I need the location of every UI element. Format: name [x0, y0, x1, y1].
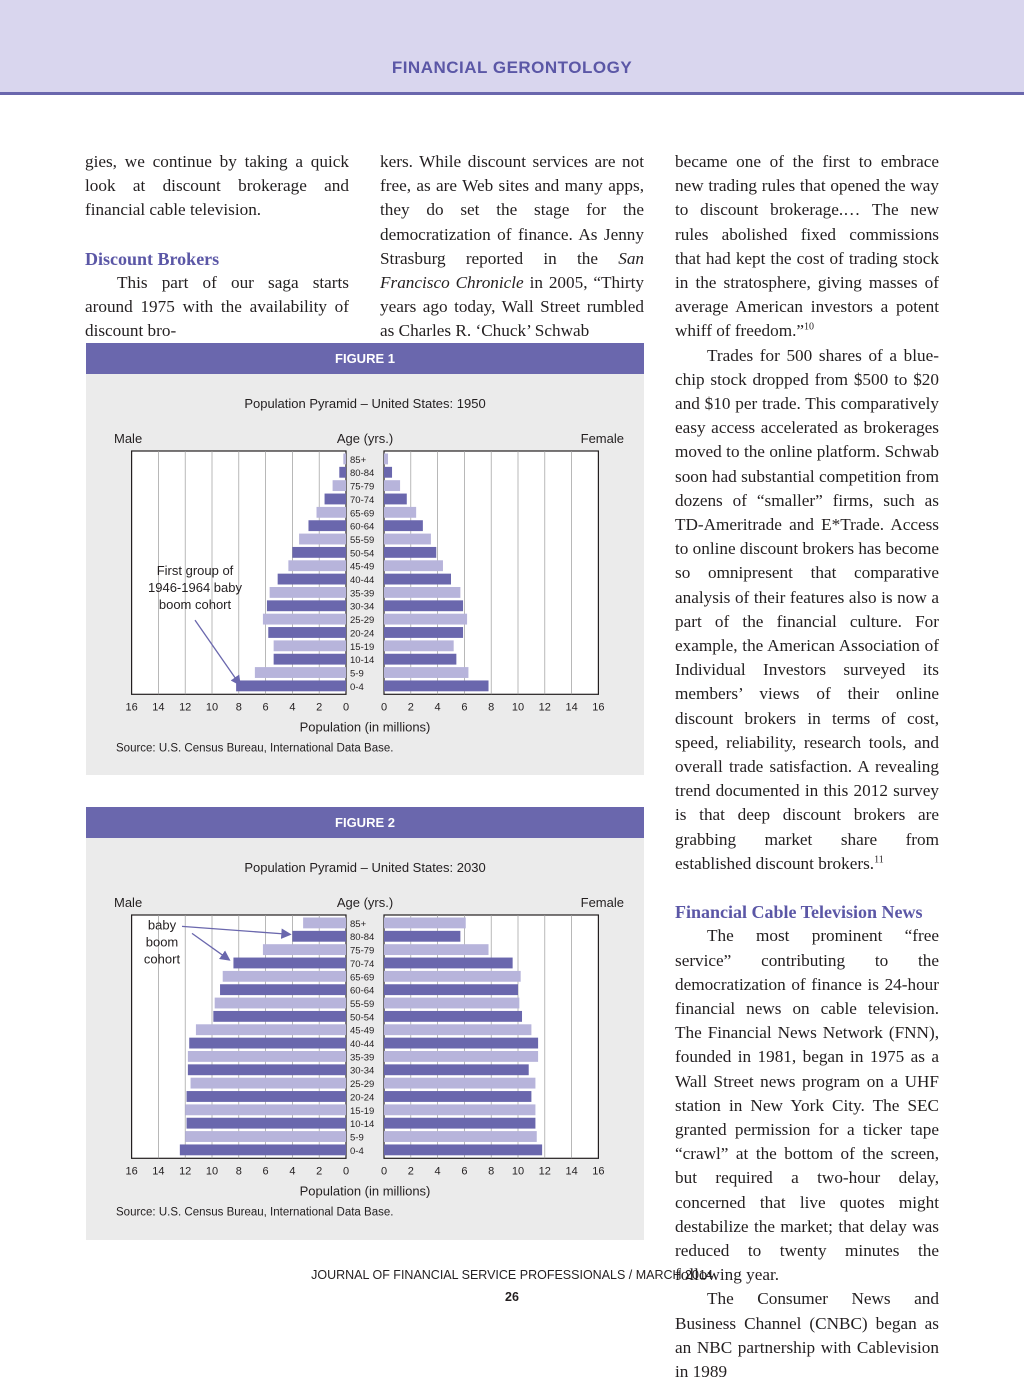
male-bar [343, 454, 346, 465]
paragraph: kers. While discount services are not free, as are Web sites and many apps, they do set the stage for the democratization of finance. As Jenny Strasburg reported in the San Francisco Chronicle in 2005, “Thirty years ago today, Wall Street rumbled as Charles R. ‘Chuck’ Schwab [380, 152, 644, 341]
x-tick-label: 14 [152, 701, 165, 714]
x-tick-label: 16 [592, 1165, 605, 1178]
male-bar [223, 971, 346, 982]
female-bar [384, 958, 513, 969]
female-bar [384, 614, 467, 625]
x-tick-label: 14 [152, 1165, 165, 1178]
male-bar [187, 1118, 346, 1129]
x-tick-label: 0 [380, 701, 388, 714]
female-bar [384, 1024, 531, 1035]
female-bar [384, 1078, 535, 1089]
x-tick-label: 2 [407, 1165, 414, 1178]
age-label: 30-34 [350, 1065, 375, 1077]
x-tick-label: 12 [179, 701, 192, 714]
x-tick-label: 0 [342, 1165, 350, 1178]
female-bar [384, 667, 468, 678]
male-bar [333, 480, 346, 491]
female-bar [384, 998, 519, 1009]
figure-2 [86, 807, 644, 1240]
age-label: 30-34 [350, 601, 375, 613]
figure-1 [86, 343, 644, 775]
female-bar [384, 918, 466, 929]
male-bar [303, 918, 346, 929]
female-bar [384, 547, 436, 558]
age-label: 60-64 [350, 521, 375, 533]
male-bar [196, 1024, 346, 1035]
section-heading-financial-cable-tv: Financial Cable Television News [675, 902, 923, 923]
female-bar [384, 480, 400, 491]
female-bar [384, 1038, 538, 1049]
x-tick-label: 8 [488, 701, 495, 714]
legend-male: Male [114, 431, 143, 446]
age-label: 20-24 [350, 628, 375, 640]
x-tick-label: 8 [235, 701, 242, 714]
x-tick-label: 2 [316, 701, 323, 714]
x-axis-label: Population (in millions) [299, 719, 431, 735]
section-heading-discount-brokers: Discount Brokers [85, 248, 220, 269]
age-label: 20-24 [350, 1092, 375, 1104]
x-tick-label: 8 [235, 1165, 242, 1178]
male-bar [274, 640, 346, 651]
male-bar [255, 667, 346, 678]
male-bar [299, 534, 346, 545]
age-label: 15-19 [350, 641, 375, 653]
female-bar [384, 1131, 537, 1142]
female-bar [384, 627, 463, 638]
chart-title: Population Pyramid – United States: 2030 [244, 860, 486, 875]
x-tick-label: 4 [434, 1165, 441, 1178]
male-bar [292, 931, 346, 942]
paragraph: Trades for 500 shares of a blue-chip stock dropped from $500 to $20 and $10 per trade. This comparatively easy access accelerated as brokerages moved to the online platform. Schwab soon had substantial competition from dozens of “smaller” firms, such as TD-Ameritrade and E*Trade. Access to online discount brokers has become so omnipresent that comparative analysis of their features also is now a part of the financial culture. For example, the American Association of Individual Investors surveyed its members’ views of their online discount brokers in terms of cost, speed, reliability, research tools, and overall trade satisfaction. A revealing trend documented in this 2012 survey is that deep discount brokers are grabbing market share from established discount brokers.$^{11}$ [675, 345, 939, 873]
female-bar [384, 1011, 522, 1022]
male-bar [191, 1078, 346, 1089]
age-label: 65-69 [350, 972, 375, 984]
population-pyramid-1950 [86, 374, 644, 775]
female-bar [384, 560, 443, 571]
male-bar [274, 654, 346, 665]
age-label: 35-39 [350, 588, 375, 600]
x-tick-label: 14 [565, 1165, 578, 1178]
female-bar [384, 640, 454, 651]
x-tick-label: 6 [262, 701, 269, 714]
male-bar [185, 1131, 346, 1142]
figure-label: FIGURE 2 [86, 807, 644, 838]
female-bar [384, 984, 518, 995]
x-tick-label: 16 [125, 1165, 138, 1178]
female-bar [384, 507, 416, 518]
male-bar [267, 600, 346, 611]
male-bar [288, 560, 346, 571]
male-bar [187, 1091, 346, 1102]
age-label: 5-9 [350, 668, 364, 680]
paragraph: gies, we continue by taking a quick look at discount brokerage and financial cable television. [85, 152, 349, 220]
male-bar [278, 574, 346, 585]
x-tick-label: 16 [592, 701, 605, 714]
x-tick-label: 10 [511, 1165, 525, 1178]
male-bar [188, 1051, 346, 1062]
male-bar [263, 614, 346, 625]
endnote-ref: 10 [804, 321, 815, 333]
female-bar [384, 1091, 531, 1102]
age-label: 60-64 [350, 985, 375, 997]
chart-title: Population Pyramid – United States: 1950 [244, 396, 486, 411]
running-title: FINANCIAL GERONTOLOGY [391, 58, 633, 77]
chart-annotation: First group of 1946-1964 baby boom cohort [148, 563, 242, 613]
female-bar [384, 944, 489, 955]
age-label: 15-19 [350, 1105, 375, 1117]
x-tick-label: 10 [205, 701, 219, 714]
age-label: 45-49 [350, 561, 375, 573]
text-column-2 [380, 150, 644, 344]
female-bar [384, 931, 460, 942]
age-label: 45-49 [350, 1025, 375, 1037]
center-axis-label: Age (yrs.) [336, 431, 394, 446]
page-header [0, 0, 1024, 95]
source-note: Source: U.S. Census Bureau, International Data Base. [116, 1206, 394, 1219]
male-bar [308, 520, 346, 531]
male-bar [185, 1104, 346, 1115]
age-label: 10-14 [350, 655, 375, 667]
age-label: 50-54 [350, 548, 375, 560]
x-tick-label: 16 [125, 701, 138, 714]
legend-female: Female [580, 431, 624, 446]
x-tick-label: 4 [289, 1165, 296, 1178]
text-column-3 [675, 150, 939, 1384]
female-bar [384, 494, 407, 505]
female-bar [384, 587, 460, 598]
male-bar [317, 507, 346, 518]
female-bar [384, 1104, 535, 1115]
female-bar [384, 1144, 542, 1155]
male-bar [268, 627, 346, 638]
x-tick-label: 2 [316, 1165, 323, 1178]
x-axis-label: Population (in millions) [299, 1183, 431, 1199]
age-label: 80-84 [350, 932, 375, 944]
female-bar [384, 520, 423, 531]
page-number: 26 [505, 1290, 519, 1304]
age-label: 0-4 [350, 1145, 364, 1157]
paragraph: The most prominent “free service” contributing to the democratization of finance is 24-hour financial news on cable television. The Financial News Network (FNN), founded in 1981, began in 1975 as a Wall Street news program on a UHF station in New York City. The SEC granted permission for a ticker tape “crawl” at the bottom of the screen, but required a two-hour delay, concerned that live quotes might destabilize the market; that delay was reduced to twenty minutes the following year. [675, 926, 939, 1285]
female-bar [384, 600, 463, 611]
female-bar [384, 971, 521, 982]
age-label: 55-59 [350, 534, 375, 546]
x-tick-label: 6 [262, 1165, 269, 1178]
age-label: 65-69 [350, 508, 375, 520]
male-bar [189, 1038, 346, 1049]
male-bar [215, 998, 346, 1009]
age-label: 35-39 [350, 1052, 375, 1064]
male-bar [325, 494, 346, 505]
chart-annotation: baby boom cohort [143, 917, 181, 967]
age-label: 5-9 [350, 1132, 364, 1144]
x-tick-label: 6 [461, 701, 468, 714]
x-tick-label: 12 [179, 1165, 192, 1178]
age-label: 55-59 [350, 998, 375, 1010]
journal-footer: JOURNAL OF FINANCIAL SERVICE PROFESSIONALS / MARCH 2014 [311, 1268, 713, 1282]
male-bar [180, 1144, 346, 1155]
female-bar [384, 680, 489, 691]
x-tick-label: 4 [434, 701, 441, 714]
female-bar [384, 574, 451, 585]
x-tick-label: 14 [565, 701, 578, 714]
source-note: Source: U.S. Census Bureau, International Data Base. [116, 742, 394, 755]
age-label: 75-79 [350, 945, 375, 957]
x-tick-label: 10 [205, 1165, 219, 1178]
text-column-1 [85, 150, 349, 343]
x-tick-label: 6 [461, 1165, 468, 1178]
male-bar [233, 958, 346, 969]
age-label: 80-84 [350, 468, 375, 480]
legend-male: Male [114, 895, 143, 910]
female-bar [384, 534, 431, 545]
male-bar [220, 984, 346, 995]
male-bar [213, 1011, 346, 1022]
age-label: 85+ [350, 454, 367, 466]
population-pyramid-2030 [86, 838, 644, 1240]
male-bar [270, 587, 346, 598]
age-label: 70-74 [350, 958, 375, 970]
female-bar [384, 1064, 529, 1075]
age-label: 10-14 [350, 1119, 375, 1131]
female-bar [384, 1118, 535, 1129]
age-label: 75-79 [350, 481, 375, 493]
male-bar [339, 467, 346, 478]
age-label: 25-29 [350, 615, 375, 627]
male-bar [188, 1064, 346, 1075]
x-tick-label: 0 [342, 701, 350, 714]
female-bar [384, 654, 456, 665]
female-bar [384, 467, 392, 478]
age-label: 40-44 [350, 575, 375, 586]
age-label: 50-54 [350, 1012, 375, 1024]
x-tick-label: 10 [511, 701, 525, 714]
x-tick-label: 0 [380, 1165, 388, 1178]
x-tick-label: 2 [407, 701, 414, 714]
paragraph: became one of the first to embrace new trading rules that opened the way to discount brokerage.… The new rules abolished fixed commissions that had kept the cost of trading stock in the stratosphere, giving masses of average American investors a potent whiff of freedom.”$^{10}$ [675, 152, 939, 341]
age-label: 0-4 [350, 681, 364, 693]
x-tick-label: 12 [538, 701, 551, 714]
female-bar [384, 1051, 538, 1062]
age-label: 25-29 [350, 1079, 375, 1091]
x-tick-label: 12 [538, 1165, 551, 1178]
female-bar [384, 454, 388, 465]
male-bar [263, 944, 346, 955]
endnote-ref: 11 [874, 854, 884, 866]
legend-female: Female [580, 895, 624, 910]
paragraph: The Consumer News and Business Channel (CNBC) began as an NBC partnership with Cablevision in 1989 [675, 1289, 939, 1381]
center-axis-label: Age (yrs.) [336, 895, 394, 910]
paragraph: This part of our saga starts around 1975 with the availability of discount bro- [85, 272, 349, 341]
age-label: 70-74 [350, 494, 375, 506]
x-tick-label: 8 [488, 1165, 495, 1178]
male-bar [292, 547, 346, 558]
age-label: 85+ [350, 918, 367, 930]
figure-label: FIGURE 1 [86, 343, 644, 374]
age-label: 40-44 [350, 1039, 375, 1050]
x-tick-label: 4 [289, 701, 296, 714]
male-bar [236, 680, 346, 691]
